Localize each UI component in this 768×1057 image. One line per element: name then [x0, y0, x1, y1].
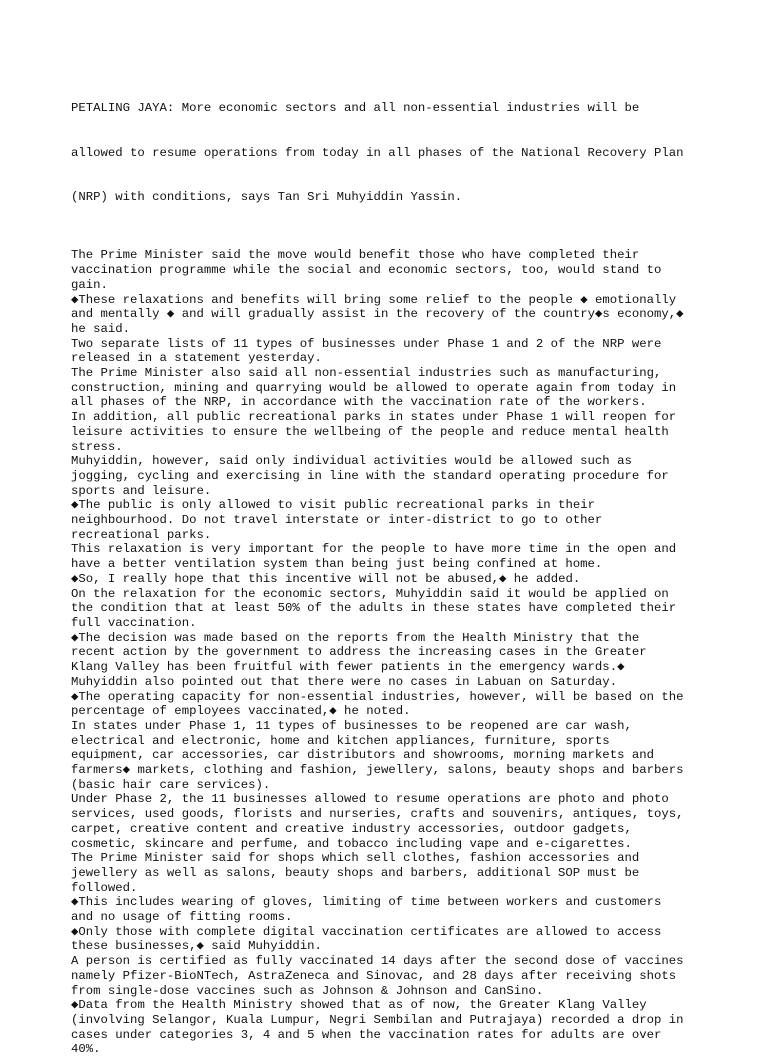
text-line: Klang Valley has been fruitful with fewer patients in the emergency wards.◆ — [71, 660, 625, 675]
text-line: allowed to resume operations from today in all phases of the National Recovery Plan — [71, 145, 684, 160]
text-line: neighbourhood. Do not travel interstate or inter-district to go to other — [71, 513, 603, 528]
document-page — [71, 72, 711, 1057]
text-line: released in a statement yesterday. — [71, 351, 322, 366]
body-paragraph — [71, 498, 711, 542]
text-line: recreational parks. — [71, 527, 212, 542]
body-paragraph — [71, 675, 711, 690]
text-line: This relaxation is very important for the people to have more time in the open and — [71, 542, 677, 557]
text-line: The Prime Minister said for shops which sell clothes, fashion accessories and — [71, 851, 640, 866]
text-line: PETALING JAYA: More economic sectors and all non-essential industries will be — [71, 101, 640, 116]
text-line: jogging, cycling and exercising in line with the standard operating procedure for — [71, 468, 669, 483]
text-line: recent action by the government to address the increasing cases in the Greater — [71, 645, 647, 660]
text-line: leisure activities to ensure the wellbeing of the people and reduce mental health — [71, 424, 669, 439]
text-line: ◆The decision was made based on the reports from the Health Ministry that the — [71, 630, 640, 645]
body-paragraph — [71, 542, 711, 571]
text-line: Under Phase 2, the 11 businesses allowed to resume operations are photo and photo — [71, 792, 669, 807]
text-line: he said. — [71, 321, 131, 336]
text-line: ◆These relaxations and benefits will bring some relief to the people ◆ emotionally — [71, 292, 677, 307]
text-line: vaccination programme while the social and economic sectors, too, would stand to — [71, 263, 662, 278]
body-paragraph — [71, 851, 711, 895]
body-paragraph — [71, 248, 711, 292]
text-line: have a better ventilation system than being just being confined at home. — [71, 557, 603, 572]
text-line: equipment, car accessories, car distributors and showrooms, morning markets and — [71, 748, 654, 763]
body-paragraph — [71, 925, 711, 954]
text-line: cases under categories 3, 4 and 5 when the vaccination rates for adults are over — [71, 1027, 662, 1042]
text-line: (basic hair care services). — [71, 777, 271, 792]
text-line: 40%. — [71, 1042, 101, 1057]
text-line: ◆This includes wearing of gloves, limiting of time between workers and customers — [71, 895, 662, 910]
text-line: The Prime Minister said the move would benefit those who have completed their — [71, 248, 640, 263]
text-line: Muhyiddin, however, said only individual activities would be allowed such as — [71, 454, 632, 469]
text-line: sports and leisure. — [71, 483, 212, 498]
body-paragraph — [71, 454, 711, 498]
text-line: ◆Only those with complete digital vaccination certificates are allowed to access — [71, 924, 662, 939]
text-line: the condition that at least 50% of the adults in these states have completed their — [71, 601, 677, 616]
text-line: cosmetic, skincare and perfume, and tobacco including vape and e-cigarettes. — [71, 836, 632, 851]
text-line: ◆Data from the Health Ministry showed that as of now, the Greater Klang Valley — [71, 998, 647, 1013]
text-line: Muhyiddin also pointed out that there were no cases in Labuan on Saturday. — [71, 674, 618, 689]
text-line: ◆The public is only allowed to visit public recreational parks in their — [71, 498, 595, 513]
text-line: electrical and electronic, home and kitchen appliances, furniture, sports — [71, 733, 610, 748]
text-line: carpet, creative content and creative industry accessories, outdoor gadgets, — [71, 821, 632, 836]
body-paragraph — [71, 895, 711, 924]
body-paragraph — [71, 631, 711, 675]
text-line: construction, mining and quarrying would be allowed to operate again from today in — [71, 380, 677, 395]
body-paragraph — [71, 792, 711, 851]
text-line: services, used goods, florists and nurseries, crafts and souvenirs, antiques, toys, — [71, 807, 684, 822]
text-line: The Prime Minister also said all non-essential industries such as manufacturing, — [71, 366, 662, 381]
text-line: followed. — [71, 880, 138, 895]
text-line: from single-dose vaccines such as Johnson & Johnson and CanSino. — [71, 983, 544, 998]
lead-paragraph — [71, 72, 711, 234]
body-paragraph — [71, 572, 711, 587]
text-line: namely Pfizer-BioNTech, AstraZeneca and Sinovac, and 28 days after receiving shots — [71, 968, 677, 983]
body-paragraph — [71, 954, 711, 998]
text-line: gain. — [71, 277, 108, 292]
text-line: and no usage of fitting rooms. — [71, 910, 293, 925]
text-line: (NRP) with conditions, says Tan Sri Muhyiddin Yassin. — [71, 189, 463, 204]
text-line: and mentally ◆ and will gradually assist in the recovery of the country◆s economy,◆ — [71, 307, 684, 322]
body-paragraph — [71, 690, 711, 719]
text-line: Two separate lists of 11 types of businesses under Phase 1 and 2 of the NRP were — [71, 336, 662, 351]
text-line: all phases of the NRP, in accordance with the vaccination rate of the workers. — [71, 395, 647, 410]
text-line: jewellery as well as salons, beauty shops and barbers, additional SOP must be — [71, 865, 640, 880]
text-line: On the relaxation for the economic sectors, Muhyiddin said it would be applied on — [71, 586, 669, 601]
text-line: ◆The operating capacity for non-essential industries, however, will be based on the — [71, 689, 684, 704]
text-line: stress. — [71, 439, 123, 454]
text-line: (involving Selangor, Kuala Lumpur, Negri Sembilan and Putrajaya) recorded a drop in — [71, 1012, 684, 1027]
paragraph-gap — [71, 234, 711, 249]
body-paragraph — [71, 719, 711, 793]
article-body — [71, 248, 711, 1057]
text-line: these businesses,◆ said Muhyiddin. — [71, 939, 322, 954]
body-paragraph — [71, 366, 711, 410]
body-paragraph — [71, 410, 711, 454]
text-line: percentage of employees vaccinated,◆ he noted. — [71, 704, 411, 719]
body-paragraph — [71, 293, 711, 337]
text-line: A person is certified as fully vaccinated 14 days after the second dose of vaccines — [71, 954, 684, 969]
body-paragraph — [71, 587, 711, 631]
text-line: full vaccination. — [71, 616, 197, 630]
body-paragraph — [71, 337, 711, 366]
text-line: In states under Phase 1, 11 types of businesses to be reopened are car wash, — [71, 718, 632, 733]
text-line: ◆So, I really hope that this incentive will not be abused,◆ he added. — [71, 571, 581, 586]
body-paragraph — [71, 998, 711, 1057]
text-line: farmers◆ markets, clothing and fashion, jewellery, salons, beauty shops and barbers — [71, 763, 684, 778]
text-line: In addition, all public recreational parks in states under Phase 1 will reopen for — [71, 410, 677, 425]
